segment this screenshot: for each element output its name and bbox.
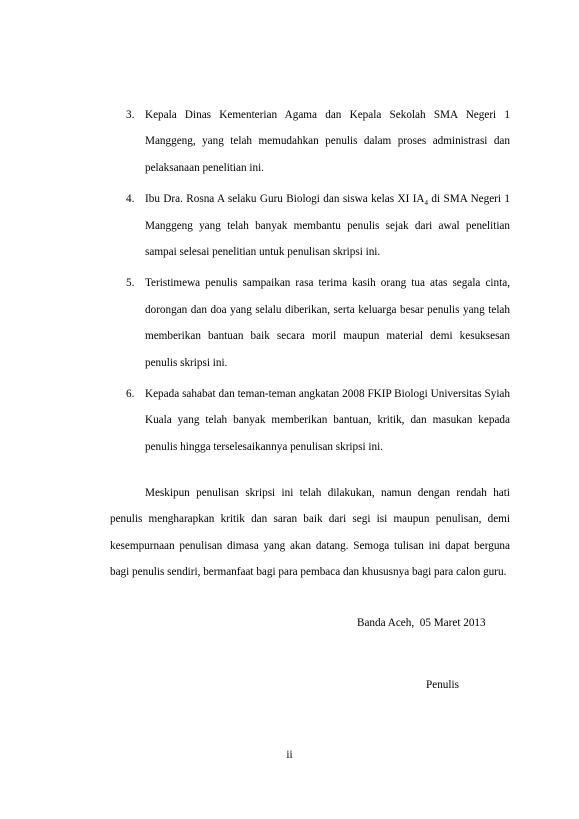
place-date: Banda Aceh, 05 Maret 2013 (357, 617, 486, 629)
list-item-number: 6. (126, 388, 135, 401)
list-item-number: 4. (126, 193, 135, 206)
list-item-text: Kepala Dinas Kementerian Agama dan Kepala Sekolah SMA Negeri 1 Manggeng, yang telah memudahkan penulis dalam proses administrasi dan pelaksanaan penelitian ini. (145, 109, 510, 174)
list-item-text-before: Ibu Dra. Rosna A selaku Guru Biologi dan siswa kelas XI IA (145, 193, 425, 206)
list-item-text-after: di SMA Negeri 1 Manggeng yang telah banyak membantu penulis sejak dari awal penelitian sampai selesai penelitian untuk penulisan skripsi ini. (145, 193, 511, 259)
acknowledgement-list (110, 102, 510, 465)
class-subscript: 4 (424, 199, 429, 208)
list-item (110, 381, 510, 460)
list-item-text: Kepada sahabat dan teman-teman angkatan 2008 FKIP Biologi Universitas Syiah Kuala yang telah banyak memberikan bantuan, kritik, dan masukan kepada penulis hingga terselesaikannya penulisan skripsi ini. (145, 388, 510, 453)
closing-paragraph: Meskipun penulisan skripsi ini telah dilakukan, namun dengan rendah hati penulis mengharapkan kritik dan saran baik dari segi isi maupun penulisan, demi kesempurnaan penulisan dimasa yang akan datang. Semoga tulisan ini dapat berguna bagi penulis sendiri, bermanfaat bagi para pembaca dan khususnya bagi para calon guru. (110, 487, 510, 579)
list-item (110, 270, 510, 376)
list-item-text: Teristimewa penulis sampaikan rasa terima kasih orang tua atas segala cinta, dorongan dan doa yang selalu diberikan, serta keluarga besar penulis yang telah memberikan bantuan baik secara moril maupun material demi kesuksesan penulis skripsi ini. (145, 277, 510, 369)
list-item-text (145, 193, 510, 258)
list-item (110, 102, 510, 181)
list-item (110, 186, 510, 265)
list-item-number: 5. (126, 277, 135, 290)
list-item-number: 3. (126, 109, 135, 121)
page-number: ii (286, 749, 293, 761)
signature-label: Penulis (426, 679, 459, 691)
